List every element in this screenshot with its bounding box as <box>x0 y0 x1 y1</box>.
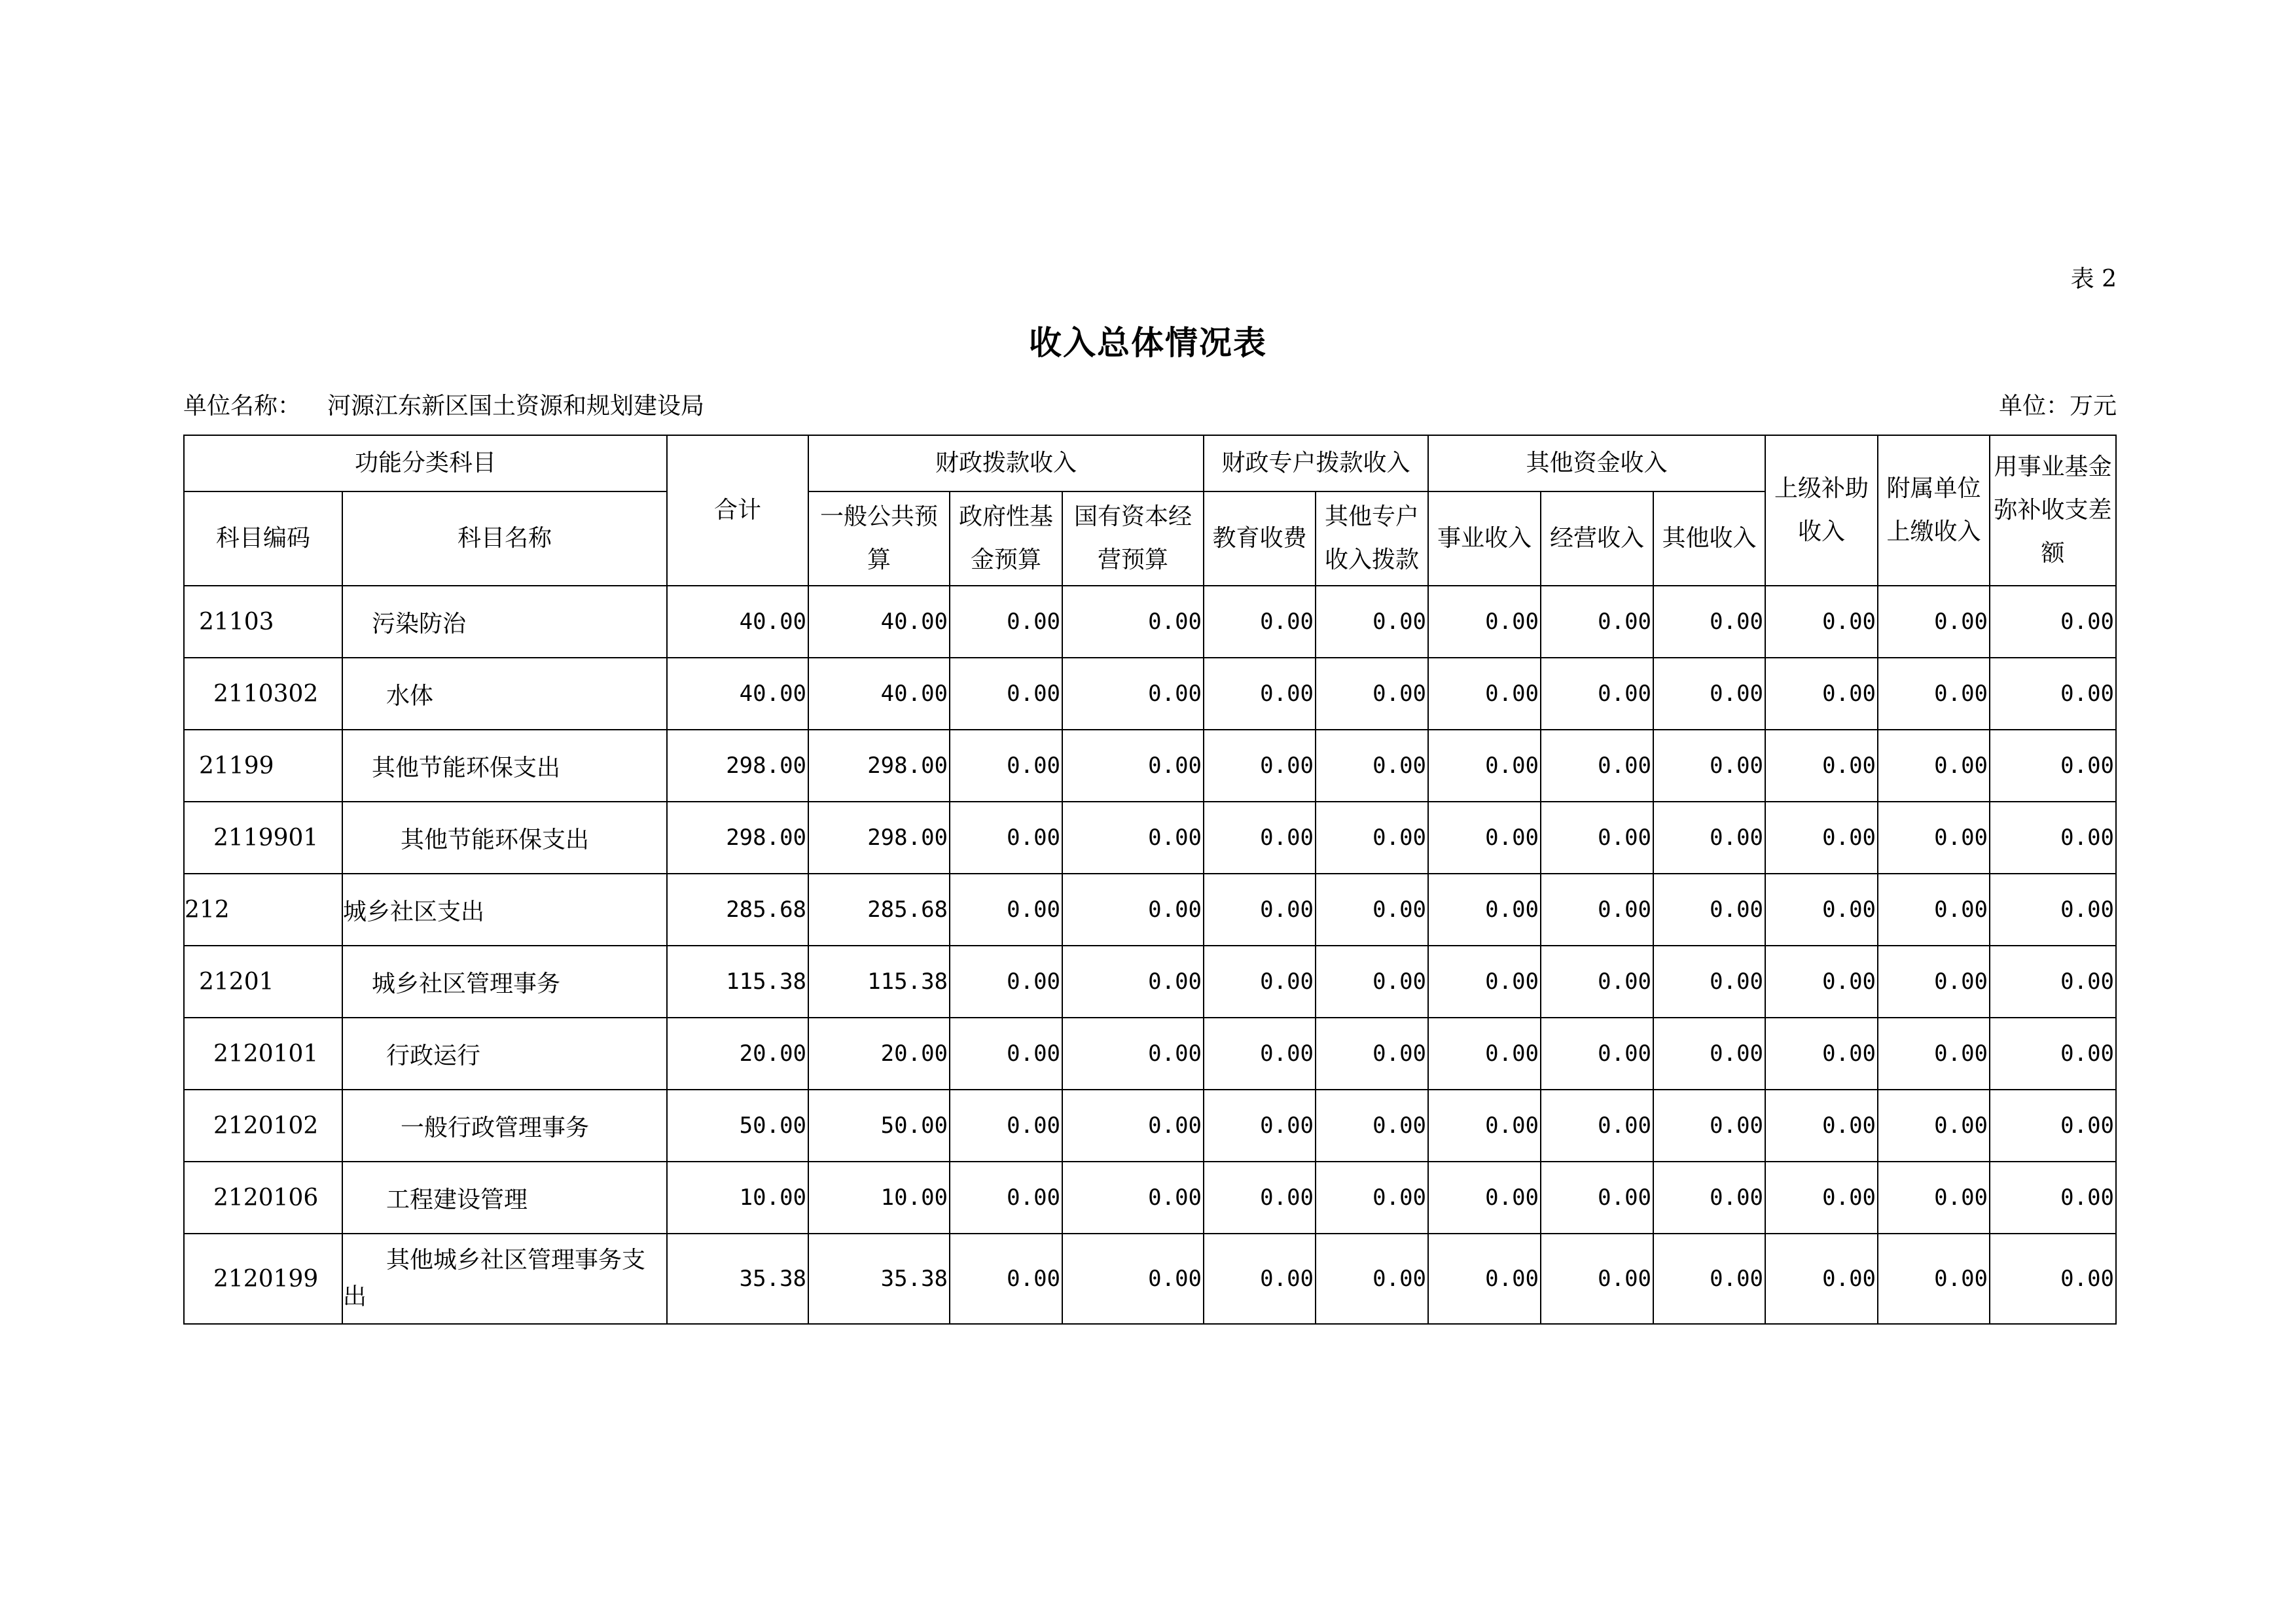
cell-amount: 0.00 <box>1878 802 1990 874</box>
cell-amount: 0.00 <box>1428 874 1541 946</box>
cell-amount: 298.00 <box>667 730 808 802</box>
header-general-budget: 一般公共预算 <box>808 491 950 586</box>
cell-amount: 0.00 <box>1990 730 2116 802</box>
cell-amount: 0.00 <box>1878 946 1990 1018</box>
cell-amount: 0.00 <box>1878 1090 1990 1162</box>
cell-amount: 0.00 <box>1765 1162 1878 1234</box>
cell-amount: 0.00 <box>1204 874 1316 946</box>
cell-amount: 0.00 <box>1316 658 1428 730</box>
cell-amount: 40.00 <box>808 658 950 730</box>
cell-amount: 285.68 <box>808 874 950 946</box>
cell-amount: 0.00 <box>1062 586 1204 658</box>
cell-amount: 0.00 <box>1990 874 2116 946</box>
cell-amount: 0.00 <box>1765 802 1878 874</box>
cell-amount: 0.00 <box>1653 586 1765 658</box>
cell-amount: 50.00 <box>808 1090 950 1162</box>
cell-amount: 0.00 <box>1316 1234 1428 1324</box>
cell-name: 水体 <box>342 658 667 730</box>
cell-amount: 0.00 <box>1541 1162 1653 1234</box>
cell-name: 城乡社区支出 <box>342 874 667 946</box>
table-row <box>184 730 2116 802</box>
cell-amount: 0.00 <box>1316 1018 1428 1090</box>
cell-amount: 0.00 <box>1653 1234 1765 1324</box>
cell-amount: 0.00 <box>1062 946 1204 1018</box>
page-title: 收入总体情况表 <box>1029 323 1267 362</box>
table-row <box>184 874 2116 946</box>
cell-amount: 0.00 <box>1541 658 1653 730</box>
cell-amount: 0.00 <box>1316 730 1428 802</box>
cell-name: 工程建设管理 <box>342 1162 667 1234</box>
cell-name: 一般行政管理事务 <box>342 1090 667 1162</box>
cell-amount: 298.00 <box>808 730 950 802</box>
table-row <box>184 1234 2116 1324</box>
cell-amount: 0.00 <box>1765 1234 1878 1324</box>
cell-amount: 0.00 <box>1878 730 1990 802</box>
cell-amount: 0.00 <box>1990 1090 2116 1162</box>
cell-amount: 0.00 <box>1062 658 1204 730</box>
cell-amount: 0.00 <box>1428 730 1541 802</box>
cell-amount: 10.00 <box>667 1162 808 1234</box>
table-row <box>184 802 2116 874</box>
cell-amount: 0.00 <box>1878 1234 1990 1324</box>
header-business: 事业收入 <box>1428 491 1541 586</box>
cell-amount: 0.00 <box>950 730 1062 802</box>
header-other-funds: 其他资金收入 <box>1428 435 1765 491</box>
cell-amount: 0.00 <box>1316 1162 1428 1234</box>
table-row <box>184 1018 2116 1090</box>
cell-amount: 0.00 <box>1428 1018 1541 1090</box>
income-summary-table <box>183 435 2117 1325</box>
table-number-label: 表 2 <box>2070 266 2117 293</box>
cell-amount: 0.00 <box>1653 946 1765 1018</box>
cell-code: 2120101 <box>184 1018 342 1090</box>
cell-amount: 0.00 <box>1204 802 1316 874</box>
cell-amount: 0.00 <box>1204 730 1316 802</box>
cell-name-text: 其他城乡社区管理事务支出 <box>343 1247 646 1310</box>
header-affiliated: 附属单位上缴收入 <box>1878 435 1990 586</box>
cell-amount: 40.00 <box>667 658 808 730</box>
cell-amount: 0.00 <box>950 1234 1062 1324</box>
header-fiscal-special: 财政专户拨款收入 <box>1204 435 1428 491</box>
cell-code: 21103 <box>184 586 342 658</box>
cell-amount: 0.00 <box>1653 1090 1765 1162</box>
header-superior-subsidy: 上级补助收入 <box>1765 435 1878 586</box>
cell-amount: 115.38 <box>808 946 950 1018</box>
header-code: 科目编码 <box>184 491 342 586</box>
cell-code: 2119901 <box>184 802 342 874</box>
header-func-category: 功能分类科目 <box>184 435 667 491</box>
cell-amount: 0.00 <box>1062 802 1204 874</box>
cell-amount: 0.00 <box>1990 1162 2116 1234</box>
cell-amount: 0.00 <box>950 586 1062 658</box>
cell-amount: 0.00 <box>1204 1090 1316 1162</box>
cell-amount: 0.00 <box>1990 802 2116 874</box>
cell-amount: 0.00 <box>1204 586 1316 658</box>
cell-amount: 285.68 <box>667 874 808 946</box>
unit-name-group <box>183 387 704 421</box>
cell-amount: 0.00 <box>1541 946 1653 1018</box>
cell-amount: 0.00 <box>950 1018 1062 1090</box>
cell-amount: 0.00 <box>1204 946 1316 1018</box>
cell-amount: 35.38 <box>808 1234 950 1324</box>
cell-amount: 0.00 <box>1316 874 1428 946</box>
cell-code: 212 <box>184 874 342 946</box>
cell-amount: 0.00 <box>1204 1018 1316 1090</box>
cell-amount: 0.00 <box>1653 1018 1765 1090</box>
cell-amount: 0.00 <box>1765 730 1878 802</box>
unit-name-label: 单位名称： <box>183 393 302 419</box>
header-gov-fund: 政府性基金预算 <box>950 491 1062 586</box>
cell-amount: 40.00 <box>667 586 808 658</box>
cell-amount: 0.00 <box>1990 658 2116 730</box>
cell-amount: 0.00 <box>1204 1234 1316 1324</box>
table-row <box>184 1090 2116 1162</box>
cell-code: 2120199 <box>184 1234 342 1324</box>
cell-amount: 0.00 <box>1541 1090 1653 1162</box>
cell-amount: 0.00 <box>1428 1162 1541 1234</box>
cell-amount: 0.00 <box>1062 1090 1204 1162</box>
cell-name: 行政运行 <box>342 1018 667 1090</box>
cell-name: 其他节能环保支出 <box>342 730 667 802</box>
cell-amount: 0.00 <box>1878 658 1990 730</box>
cell-amount: 50.00 <box>667 1090 808 1162</box>
header-fiscal: 财政拨款收入 <box>808 435 1204 491</box>
table-row <box>184 946 2116 1018</box>
cell-amount: 0.00 <box>950 658 1062 730</box>
cell-amount: 0.00 <box>1990 586 2116 658</box>
cell-amount: 0.00 <box>950 802 1062 874</box>
header-state-capital: 国有资本经营预算 <box>1062 491 1204 586</box>
cell-amount: 0.00 <box>1541 1234 1653 1324</box>
cell-amount: 0.00 <box>950 1162 1062 1234</box>
cell-name: 污染防治 <box>342 586 667 658</box>
cell-amount: 0.00 <box>950 1090 1062 1162</box>
cell-amount: 0.00 <box>1878 874 1990 946</box>
cell-amount: 0.00 <box>1541 586 1653 658</box>
cell-code: 2110302 <box>184 658 342 730</box>
cell-amount: 0.00 <box>1765 1018 1878 1090</box>
cell-amount: 10.00 <box>808 1162 950 1234</box>
cell-amount: 0.00 <box>1878 1018 1990 1090</box>
cell-amount: 0.00 <box>950 874 1062 946</box>
cell-amount: 0.00 <box>1541 730 1653 802</box>
header-other-income: 其他收入 <box>1653 491 1765 586</box>
cell-amount: 0.00 <box>1765 658 1878 730</box>
cell-amount: 0.00 <box>1990 1018 2116 1090</box>
cell-amount: 20.00 <box>808 1018 950 1090</box>
cell-amount: 20.00 <box>667 1018 808 1090</box>
cell-amount: 0.00 <box>1653 802 1765 874</box>
cell-code: 2120102 <box>184 1090 342 1162</box>
cell-amount: 298.00 <box>667 802 808 874</box>
header-total: 合计 <box>667 435 808 586</box>
cell-amount: 0.00 <box>1204 1162 1316 1234</box>
cell-amount: 0.00 <box>1653 658 1765 730</box>
cell-name: 城乡社区管理事务 <box>342 946 667 1018</box>
cell-amount: 0.00 <box>1316 586 1428 658</box>
cell-amount: 0.00 <box>1765 586 1878 658</box>
header-operating: 经营收入 <box>1541 491 1653 586</box>
cell-amount: 0.00 <box>1765 946 1878 1018</box>
cell-amount: 0.00 <box>1428 1090 1541 1162</box>
unit-info-line <box>183 387 2117 420</box>
header-other-special: 其他专户收入拨款 <box>1316 491 1428 586</box>
cell-amount: 0.00 <box>1541 874 1653 946</box>
unit-name-value: 河源江东新区国土资源和规划建设局 <box>327 393 705 419</box>
cell-amount: 0.00 <box>1428 658 1541 730</box>
cell-amount: 0.00 <box>950 946 1062 1018</box>
cell-code: 2120106 <box>184 1162 342 1234</box>
cell-amount: 115.38 <box>667 946 808 1018</box>
header-name: 科目名称 <box>342 491 667 586</box>
cell-code: 21201 <box>184 946 342 1018</box>
table-row <box>184 658 2116 730</box>
cell-amount: 0.00 <box>1428 1234 1541 1324</box>
table-row <box>184 586 2116 658</box>
cell-amount: 0.00 <box>1062 730 1204 802</box>
cell-amount: 0.00 <box>1428 802 1541 874</box>
cell-amount: 0.00 <box>1541 1018 1653 1090</box>
cell-amount: 0.00 <box>1316 1090 1428 1162</box>
cell-code: 21199 <box>184 730 342 802</box>
cell-amount: 0.00 <box>1653 1162 1765 1234</box>
header-edu-fee: 教育收费 <box>1204 491 1316 586</box>
cell-amount: 0.00 <box>1428 586 1541 658</box>
cell-name: 其他节能环保支出 <box>342 802 667 874</box>
cell-amount: 0.00 <box>1316 802 1428 874</box>
cell-amount: 0.00 <box>1316 946 1428 1018</box>
cell-amount: 0.00 <box>1428 946 1541 1018</box>
header-reserve: 用事业基金弥补收支差额 <box>1990 435 2116 586</box>
cell-amount: 0.00 <box>1990 1234 2116 1324</box>
cell-amount: 298.00 <box>808 802 950 874</box>
cell-amount: 0.00 <box>1653 874 1765 946</box>
cell-amount: 0.00 <box>1204 658 1316 730</box>
cell-amount: 0.00 <box>1765 1090 1878 1162</box>
cell-amount: 0.00 <box>1653 730 1765 802</box>
cell-amount: 35.38 <box>667 1234 808 1324</box>
table-body <box>184 586 2116 1324</box>
cell-name <box>342 1234 667 1324</box>
currency-unit-label: 单位：万元 <box>1998 393 2117 419</box>
cell-amount: 0.00 <box>1062 1162 1204 1234</box>
table-row <box>184 1162 2116 1234</box>
cell-amount: 0.00 <box>1062 874 1204 946</box>
cell-amount: 0.00 <box>1878 586 1990 658</box>
cell-amount: 0.00 <box>1765 874 1878 946</box>
cell-amount: 0.00 <box>1541 802 1653 874</box>
cell-amount: 0.00 <box>1990 946 2116 1018</box>
cell-amount: 40.00 <box>808 586 950 658</box>
cell-amount: 0.00 <box>1878 1162 1990 1234</box>
cell-amount: 0.00 <box>1062 1234 1204 1324</box>
cell-amount: 0.00 <box>1062 1018 1204 1090</box>
